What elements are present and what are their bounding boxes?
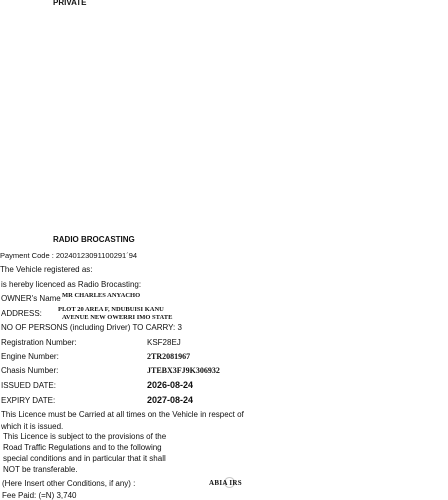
engine-label: Engine Number:	[1, 352, 59, 361]
stamp-text: ABIA IRS	[209, 479, 242, 487]
registration-value: KSF28EJ	[147, 338, 181, 347]
registration-label: Registration Number:	[1, 338, 77, 347]
carry-notice: This Licence must be Carried at all times on the Vehicle in respect of which it is issued.	[1, 410, 244, 431]
stamp	[209, 479, 242, 487]
fee-text: Fee Paid: (=N) 3,740	[2, 491, 77, 500]
chassis-value: JTEBX3FJ9K306932	[147, 366, 220, 375]
section-title: RADIO BROCASTING	[53, 235, 135, 244]
licenced-text: is hereby licenced as Radio Brocasting:	[1, 280, 142, 289]
issued-value: 2026-08-24	[147, 380, 194, 390]
payment-code-label: Payment Code :	[0, 251, 54, 260]
issued-label: ISSUED DATE:	[1, 381, 56, 390]
expiry-value: 2027-08-24	[147, 395, 194, 405]
persons-text: NO OF PERSONS (including Driver) TO CARRY: 3	[1, 323, 182, 332]
owner-label: OWNER's Name	[1, 294, 61, 303]
payment-code	[0, 251, 137, 260]
address-line-1: PLOT 20 AREA F, NDUBUISI KANU	[58, 306, 164, 313]
engine-value: 2TR2081967	[147, 352, 191, 361]
owner-value: MR CHARLES ANYACHO	[62, 292, 141, 299]
chassis-label: Chasis Number:	[1, 366, 59, 375]
conditions-text: (Here Insert other Conditions, if any) :	[2, 479, 136, 488]
registered-text: The Vehicle registered as:	[0, 265, 93, 274]
privacy-label: PRIVATE	[53, 0, 87, 7]
address-line-2: AVENUE NEW OWERRI IMO STATE	[62, 314, 173, 321]
expiry-label: EXPIRY DATE:	[1, 396, 56, 405]
subject-notice: This Licence is subject to the provisions of the Road Traffic Regulations and to the following special conditions and in particular that it shall NOT be transferable.	[3, 432, 167, 474]
address-label: ADDRESS:	[1, 309, 42, 318]
payment-code-value: 20240123091100291´94	[55, 251, 138, 260]
